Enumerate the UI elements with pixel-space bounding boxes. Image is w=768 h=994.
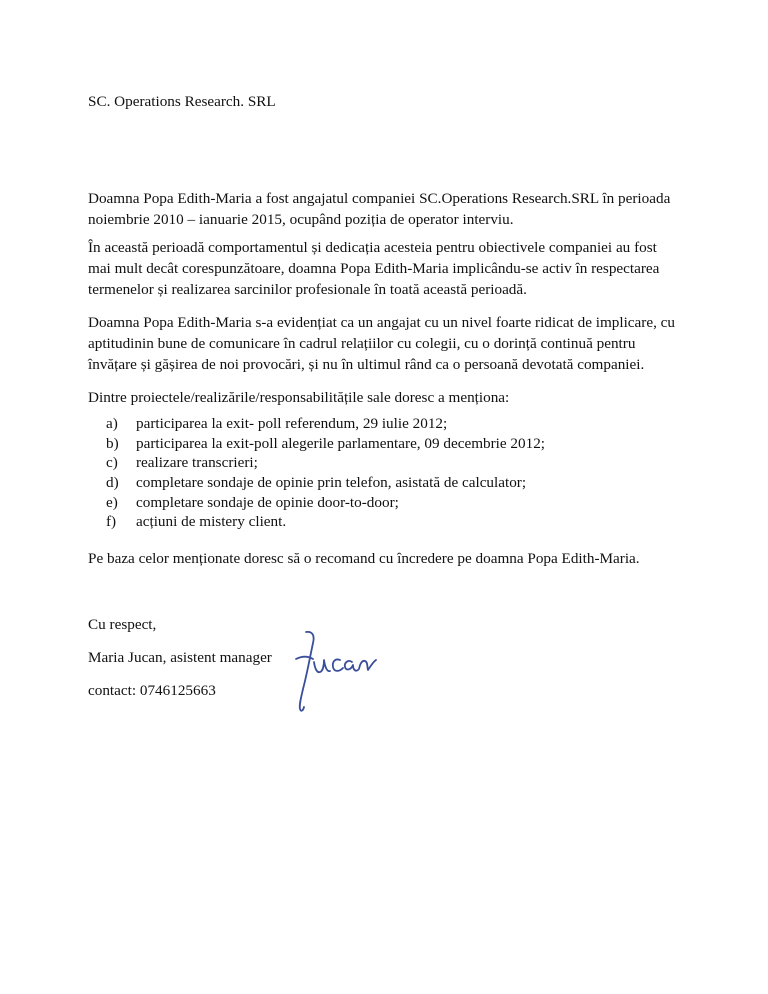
list-marker: c) [106,454,118,472]
paragraph-line: În această perioadă comportamentul și dedicația acesteia pentru obiectivele companiei au fost [88,239,657,256]
contact-phone: contact: 0746125663 [88,682,216,699]
paragraph-behavior [88,237,659,300]
achievements-list [106,414,545,532]
paragraph-line: aptitudinin bune de comunicare în cadrul relațiilor cu colegii, cu o dorință continuă pentru [88,335,636,352]
list-item [106,493,545,513]
list-marker: f) [106,513,117,531]
paragraph-line: mai mult decât corespunzătoare, doamna Popa Edith-Maria implicându-se activ în respectarea [88,260,660,277]
list-marker: e) [106,493,118,511]
list-marker: d) [106,474,119,492]
paragraph-line: Doamna Popa Edith-Maria s-a evidențiat ca un angajat cu un nivel foarte ridicat de implicare, cu [88,314,676,331]
list-item-text: acțiuni de mistery client. [136,513,287,531]
list-item [106,414,545,434]
list-item [106,473,545,493]
company-name: SC. Operations Research. SRL [88,93,276,110]
list-item [106,434,545,454]
signer-name: Maria Jucan, asistent manager [88,649,272,666]
list-item-text: completare sondaje de opinie door-to-door; [136,493,399,511]
paragraph-line: învățare și gășirea de noi provocări, și nu în ultimul rând ca o persoană devotată companiei. [88,356,645,373]
list-item [106,512,545,532]
list-item-text: participarea la exit-poll alegerile parlamentare, 09 decembrie 2012; [136,434,546,452]
handwritten-signature [288,629,378,715]
list-marker: a) [106,415,118,432]
closing-text: Cu respect, [88,616,157,633]
list-marker: b) [106,434,119,452]
list-intro: Dintre proiectele/realizările/responsabilitățile sale doresc a menționa: [88,389,510,406]
paragraph-employment [88,188,670,230]
list-item-text: realizare transcrieri; [136,454,258,472]
list-item [106,453,545,473]
list-item-text: participarea la exit- poll referendum, 29 iulie 2012; [136,415,448,432]
conclusion-text: Pe baza celor menționate doresc să o recomand cu încredere pe doamna Popa Edith-Maria. [88,550,640,567]
list-item-text: completare sondaje de opinie prin telefon, asistată de calculator; [136,474,527,492]
paragraph-line: noiembrie 2010 – ianuarie 2015, ocupând poziția de operator interviu. [88,211,514,228]
paragraph-line: termenelor și realizarea sarcinilor profesionale în toată această perioadă. [88,281,527,298]
paragraph-line: Doamna Popa Edith-Maria a fost angajatul companiei SC.Operations Research.SRL în perioada [88,190,671,207]
paragraph-qualities [88,312,675,375]
